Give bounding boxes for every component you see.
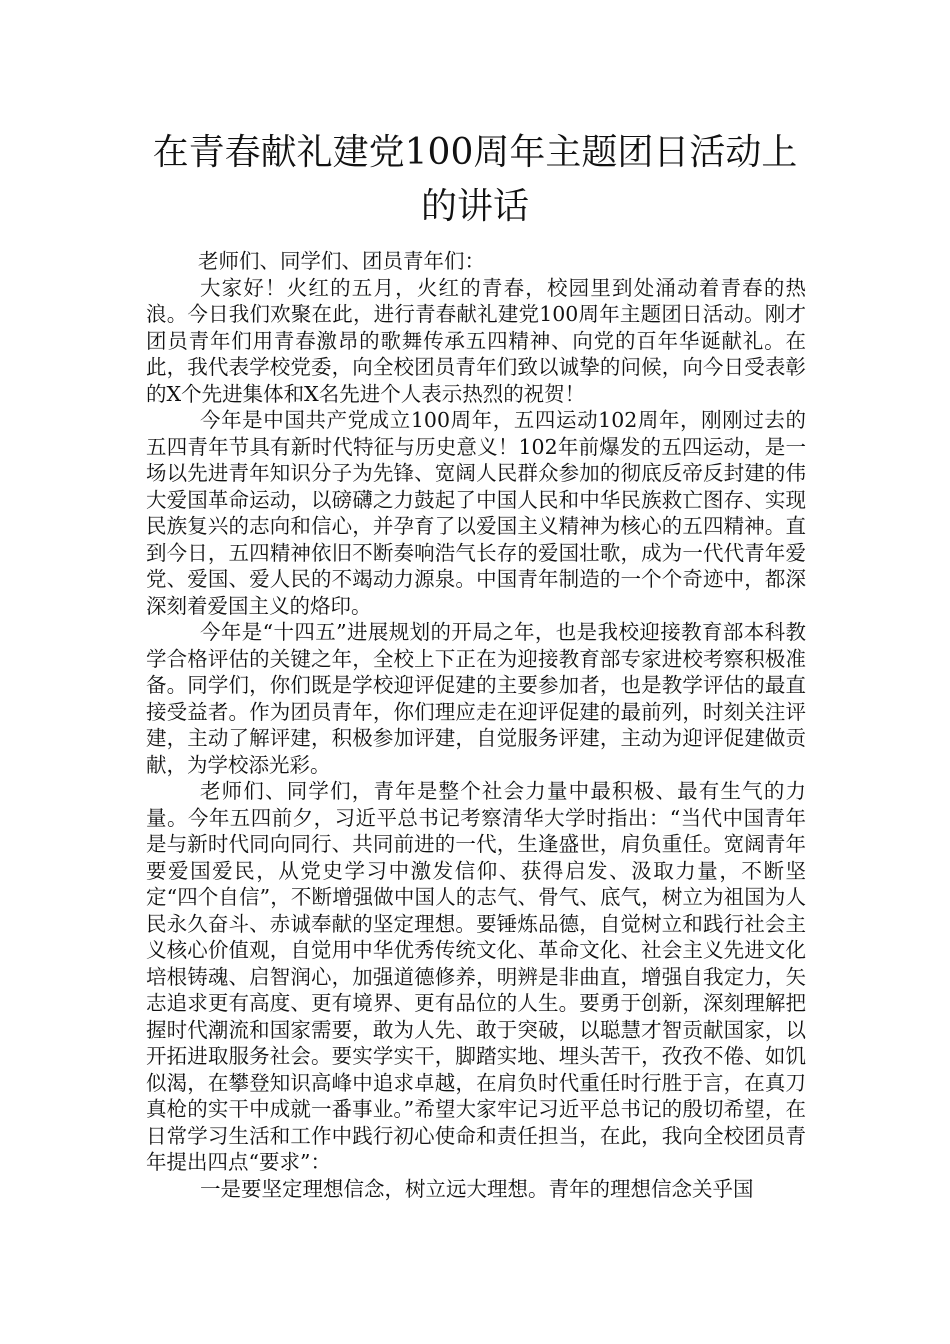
- paragraph-five-year-plan: 今年是“十四五”进展规划的开局之年，也是我校迎接教育部本科教学合格评估的关键之年，全校上下正在为迎接教育部专家进校考察积极准备。同学们，你们既是学校迎评促建的主要参加者，也是教学评估的最直接受益者。作为团员青年，你们理应走在迎评促建的最前列，时刻关注评建，主动了解评建，积极参加评建，自觉服务评建，主动为迎评促建做贡献，为学校添光彩。: [146, 620, 806, 777]
- speech-greeting: 老师们、同学们、团员青年们：: [198, 249, 485, 273]
- paragraph-centenary: 今年是中国共产党成立100周年，五四运动102周年，刚刚过去的五四青年节具有新时代特征与历史意义！102年前爆发的五四运动，是一场以先进青年知识分子为先锋、宽阔人民群众参加的彻底反帝反封建的伟大爱国革命运动，以磅礴之力鼓起了中国人民和中华民族救亡图存、实现民族复兴的志向和信心，并孕育了以爱国主义精神为核心的五四精神。直到今日，五四精神依旧不断奏响浩气长存的爱国壮歌，成为一代代青年爱党、爱国、爱人民的不竭动力源泉。中国青年制造的一个个奇迹中，都深深刻着爱国主义的烙印。: [146, 408, 806, 618]
- speech-body: [146, 248, 806, 1202]
- paragraph-opening: 大家好！火红的五月，火红的青春，校园里到处涌动着青春的热浪。今日我们欢聚在此，进行青春献礼建党100周年主题团日活动。刚才团员青年们用青春激昂的歌舞传承五四精神、向党的百年华诞献礼。在此，我代表学校党委，向全校团员青年们致以诚挚的问候，向今日受表彰的X个先进集体和X名先进个人表示热烈的祝贺！: [146, 275, 806, 406]
- document-title: 在青春献礼建党100周年主题团日活动上的讲话: [152, 132, 798, 227]
- paragraph-youth-expectations: 老师们、同学们，青年是整个社会力量中最积极、最有生气的力量。今年五四前夕，习近平总书记考察清华大学时指出：“当代中国青年是与新时代同向同行、共同前进的一代，生逢盛世，肩负重任。宽阔青年要爱国爱民，从党史学习中激发信仰、获得启发、汲取力量，不断坚定“四个自信”，不断增强做中国人的志气、骨气、底气，树立为祖国为人民永久奋斗、赤诚奉献的坚定理想。要锤炼品德，自觉树立和践行社会主义核心价值观，自觉用中华优秀传统文化、革命文化、社会主义先进文化培根铸魂、启智润心，加强道德修养，明辨是非曲直，增强自我定力，矢志追求更有高度、更有境界、更有品位的人生。要勇于创新，深刻理解把握时代潮流和国家需要，敢为人先、敢于突破，以聪慧才智贡献国家，以开拓进取服务社会。要实学实干，脚踏实地、埋头苦干，孜孜不倦、如饥似渴，在攀登知识高峰中追求卓越，在肩负时代重任时行胜于言，在真刀真枪的实干中成就一番事业。”希望大家牢记习近平总书记的殷切希望，在日常学习生活和工作中践行初心使命和责任担当，在此，我向全校团员青年提出四点“要求”：: [146, 779, 806, 1174]
- paragraph-first-requirement: 一是要坚定理想信念，树立远大理想。青年的理想信念关乎国: [200, 1176, 754, 1201]
